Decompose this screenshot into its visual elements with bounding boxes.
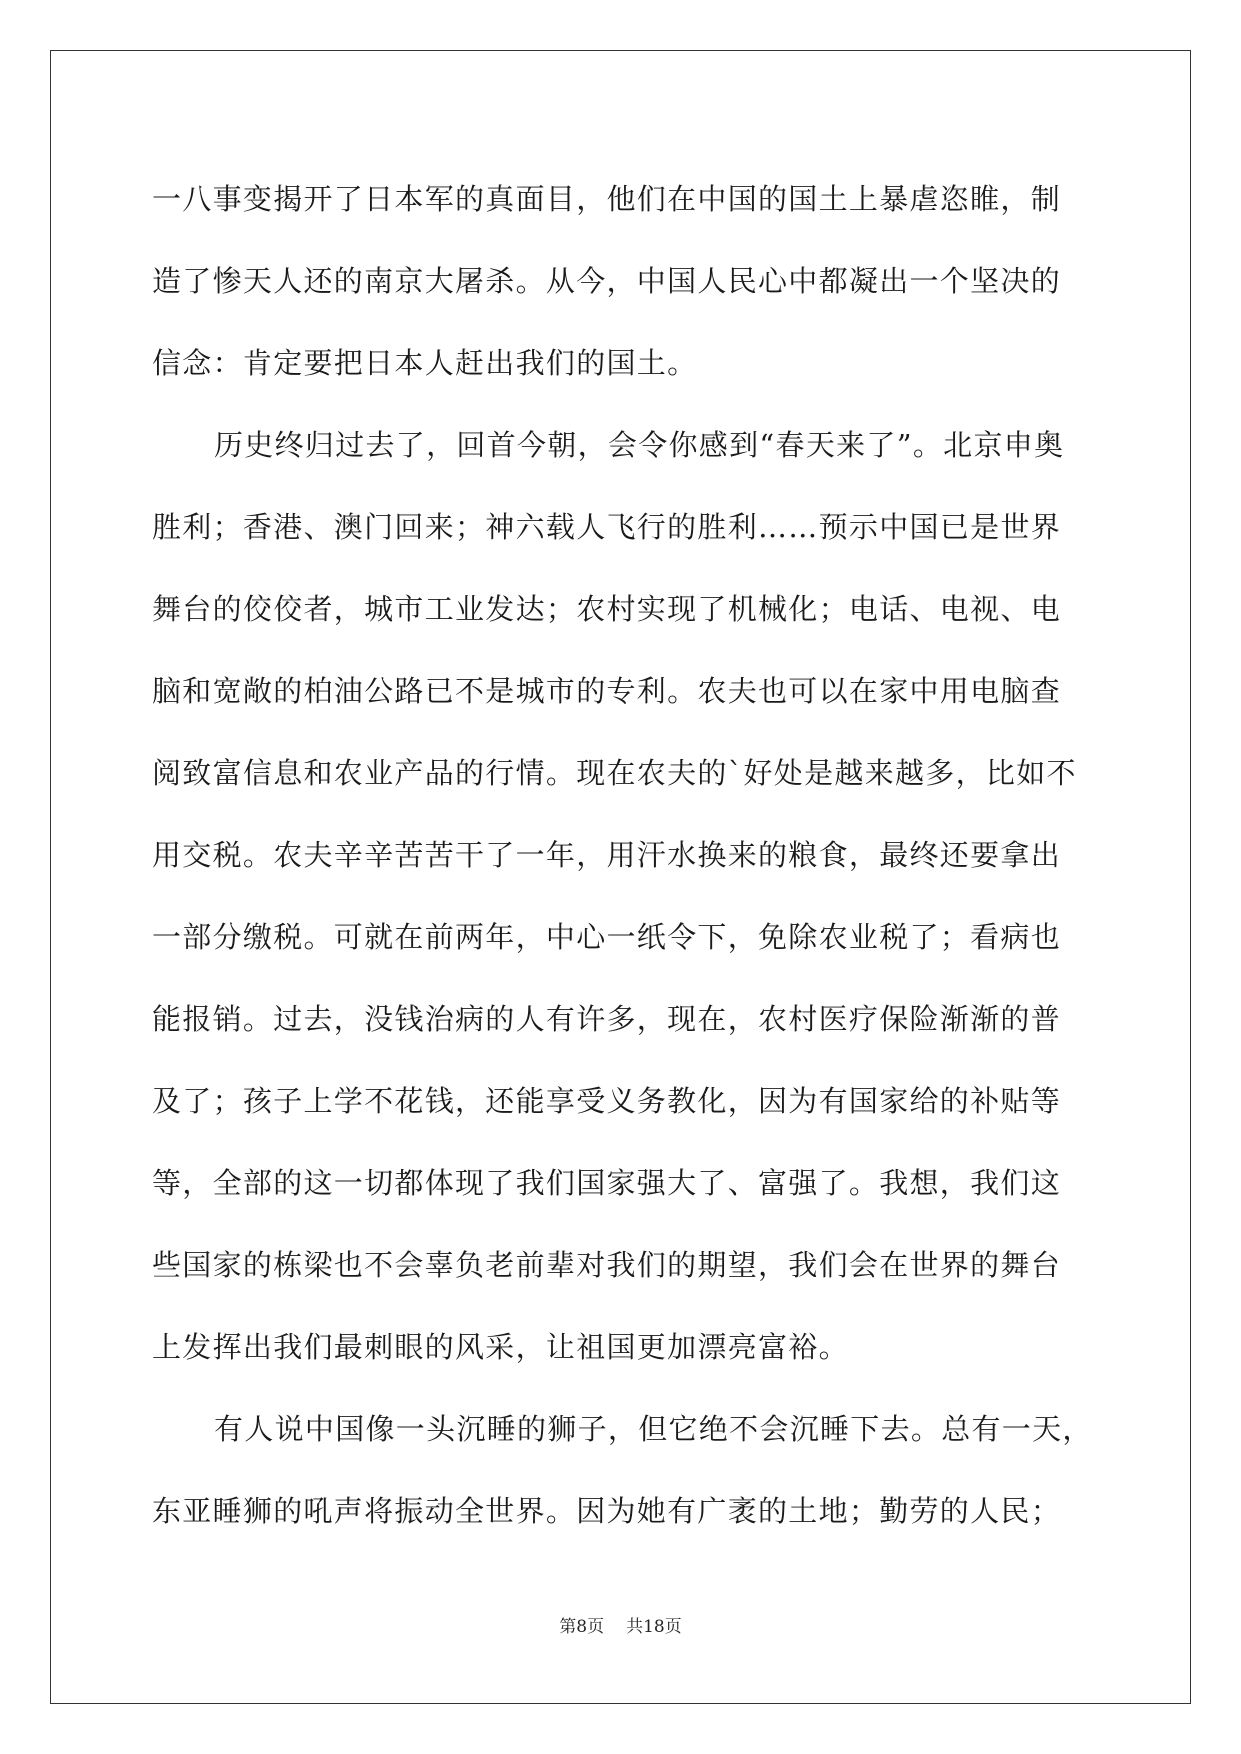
text-line: 舞台的佼佼者，城市工业发达；农村实现了机械化；电话、电视、电 — [152, 592, 1062, 626]
text-line: 脑和宽敞的柏油公路已不是城市的专利。农夫也可以在家中用电脑查 — [152, 674, 1062, 708]
text-line: 些国家的栋梁也不会辜负老前辈对我们的期望，我们会在世界的舞台 — [152, 1248, 1062, 1282]
text-line: 上发挥出我们最刺眼的风采，让祖国更加漂亮富裕。 — [152, 1330, 849, 1364]
paragraph-start-line: 历史终归过去了，回首今朝，会令你感到“春天来了”。北京申奥 — [214, 428, 1065, 462]
body-text — [152, 158, 1092, 1552]
text-line: 能报销。过去，没钱治病的人有许多，现在，农村医疗保险渐渐的普 — [152, 1002, 1062, 1036]
page-number: 第8页 — [559, 1617, 605, 1637]
page-footer — [0, 1612, 1241, 1637]
text-line: 用交税。农夫辛辛苦苦干了一年，用汗水换来的粮食，最终还要拿出 — [152, 838, 1062, 872]
text-line: 等，全部的这一切都体现了我们国家强大了、富强了。我想，我们这 — [152, 1166, 1062, 1200]
text-line: 胜利；香港、澳门回来；神六载人飞行的胜利……预示中国已是世界 — [152, 510, 1062, 544]
text-line: 一部分缴税。可就在前两年，中心一纸令下，免除农业税了；看病也 — [152, 920, 1062, 954]
text-line: 一八事变揭开了日本军的真面目，他们在中国的国土上暴虐恣睢，制 — [152, 182, 1062, 216]
text-line: 信念：肯定要把日本人赶出我们的国土。 — [152, 346, 698, 380]
page-total: 共18页 — [626, 1617, 682, 1637]
text-line: 阅致富信息和农业产品的行情。现在农夫的`好处是越来越多，比如不 — [152, 756, 1077, 790]
paragraph-start-line: 有人说中国像一头沉睡的狮子，但它绝不会沉睡下去。总有一天， — [214, 1412, 1093, 1446]
text-line: 东亚睡狮的吼声将振动全世界。因为她有广袤的土地；勤劳的人民； — [152, 1494, 1062, 1528]
text-line: 造了惨天人还的南京大屠杀。从今，中国人民心中都凝出一个坚决的 — [152, 264, 1062, 298]
text-line: 及了；孩子上学不花钱，还能享受义务教化，因为有国家给的补贴等 — [152, 1084, 1062, 1118]
